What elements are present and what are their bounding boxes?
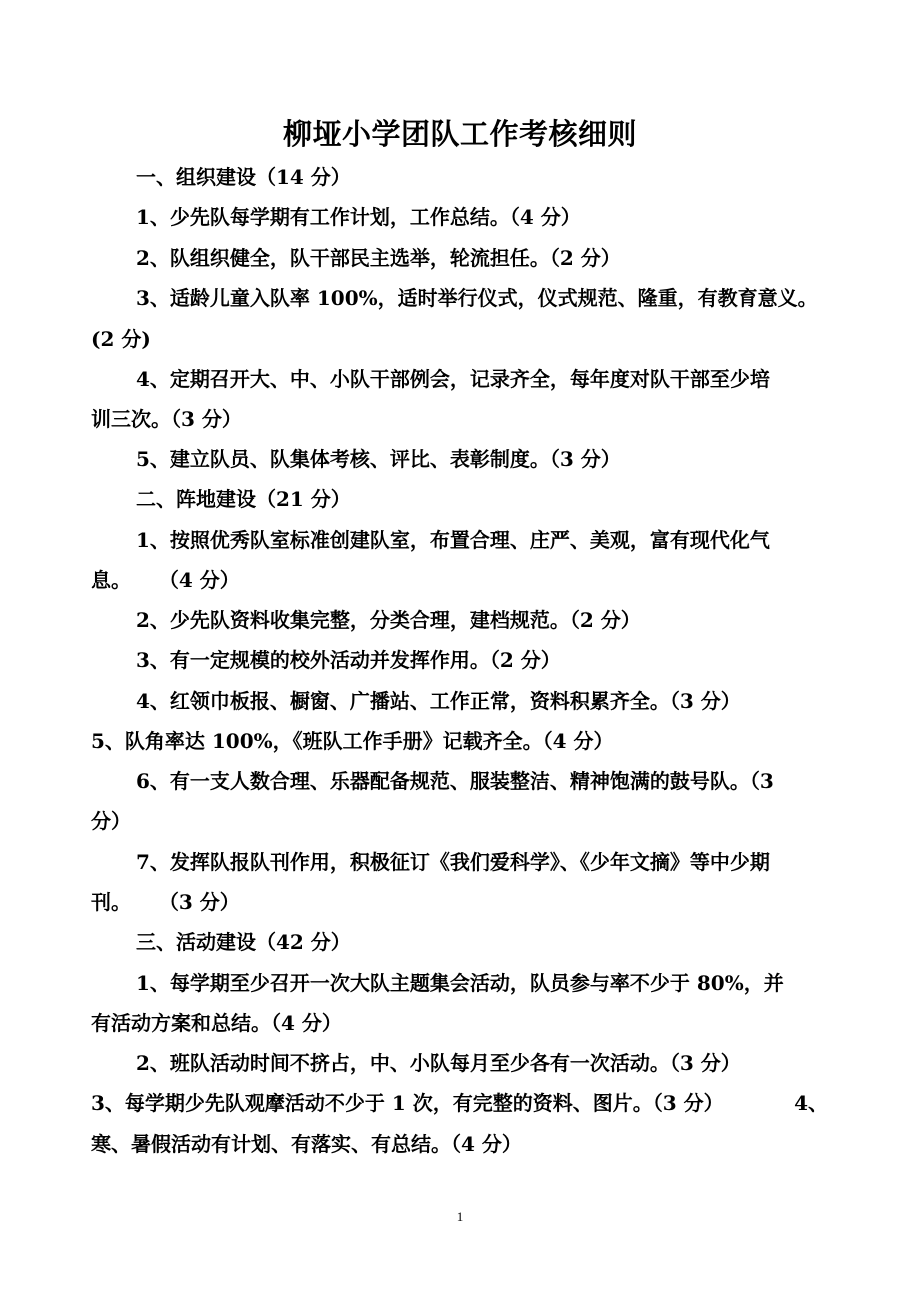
paragraph-line: 3、适龄儿童入队率 100%，适时举行仪式，仪式规范、隆重，有教育意义。 bbox=[136, 286, 818, 310]
paragraph-line: 2、少先队资料收集完整，分类合理，建档规范。（2 分） bbox=[136, 608, 641, 632]
paragraph-line: 5、建立队员、队集体考核、评比、表彰制度。（3 分） bbox=[136, 447, 621, 471]
paragraph-line: 分） bbox=[91, 809, 131, 833]
page-number: 1 bbox=[456, 1209, 464, 1224]
paragraph-line: 7、发挥队报队刊作用，积极征订《我们爱科学》、《少年文摘》等中少期 bbox=[136, 850, 770, 874]
paragraph-line: 4、定期召开大、中、小队干部例会，记录齐全，每年度对队干部至少培 bbox=[136, 367, 770, 391]
paragraph-line: 1、少先队每学期有工作计划，工作总结。（4 分） bbox=[136, 205, 581, 229]
paragraph-line: 刊。 （3 分） bbox=[91, 890, 240, 914]
paragraph-line: 有活动方案和总结。（4 分） bbox=[91, 1011, 342, 1035]
paragraph-line: 4、红领巾板报、橱窗、广播站、工作正常，资料积累齐全。（3 分） bbox=[136, 689, 741, 713]
section-heading-activities: 三、活动建设（42 分） bbox=[136, 930, 351, 954]
paragraph-line: 6、有一支人数合理、乐器配备规范、服装整洁、精神饱满的鼓号队。（3 bbox=[136, 769, 774, 793]
paragraph-line: 训三次。（3 分） bbox=[91, 407, 242, 431]
paragraph-line: 1、按照优秀队室标准创建队室，布置合理、庄严、美观，富有现代化气 bbox=[136, 528, 770, 552]
paragraph-line: 3、有一定规模的校外活动并发挥作用。（2 分） bbox=[136, 648, 561, 672]
paragraph-line: 1、每学期至少召开一次大队主题集会活动，队员参与率不少于 80%，并 bbox=[136, 971, 784, 995]
paragraph-line: 5、队角率达 100%，《班队工作手册》记载齐全。（4 分） bbox=[91, 729, 614, 753]
paragraph-line: 3、每学期少先队观摩活动不少于 1 次，有完整的资料、图片。（3 分） bbox=[91, 1091, 724, 1115]
paragraph-line-continuation: 4、 bbox=[794, 1091, 828, 1115]
paragraph-line: 2、班队活动时间不挤占，中、小队每月至少各有一次活动。（3 分） bbox=[136, 1051, 741, 1075]
paragraph-line: 寒、暑假活动有计划、有落实、有总结。（4 分） bbox=[91, 1132, 522, 1156]
paragraph-line: 2、队组织健全，队干部民主选举，轮流担任。（2 分） bbox=[136, 246, 621, 270]
section-heading-facilities: 二、阵地建设（21 分） bbox=[136, 487, 351, 511]
document-title: 柳垭小学团队工作考核细则 bbox=[282, 117, 637, 151]
paragraph-line: (2 分) bbox=[91, 327, 151, 351]
section-heading-organization: 一、组织建设（14 分） bbox=[136, 165, 351, 189]
paragraph-line: 息。 （4 分） bbox=[91, 568, 240, 592]
